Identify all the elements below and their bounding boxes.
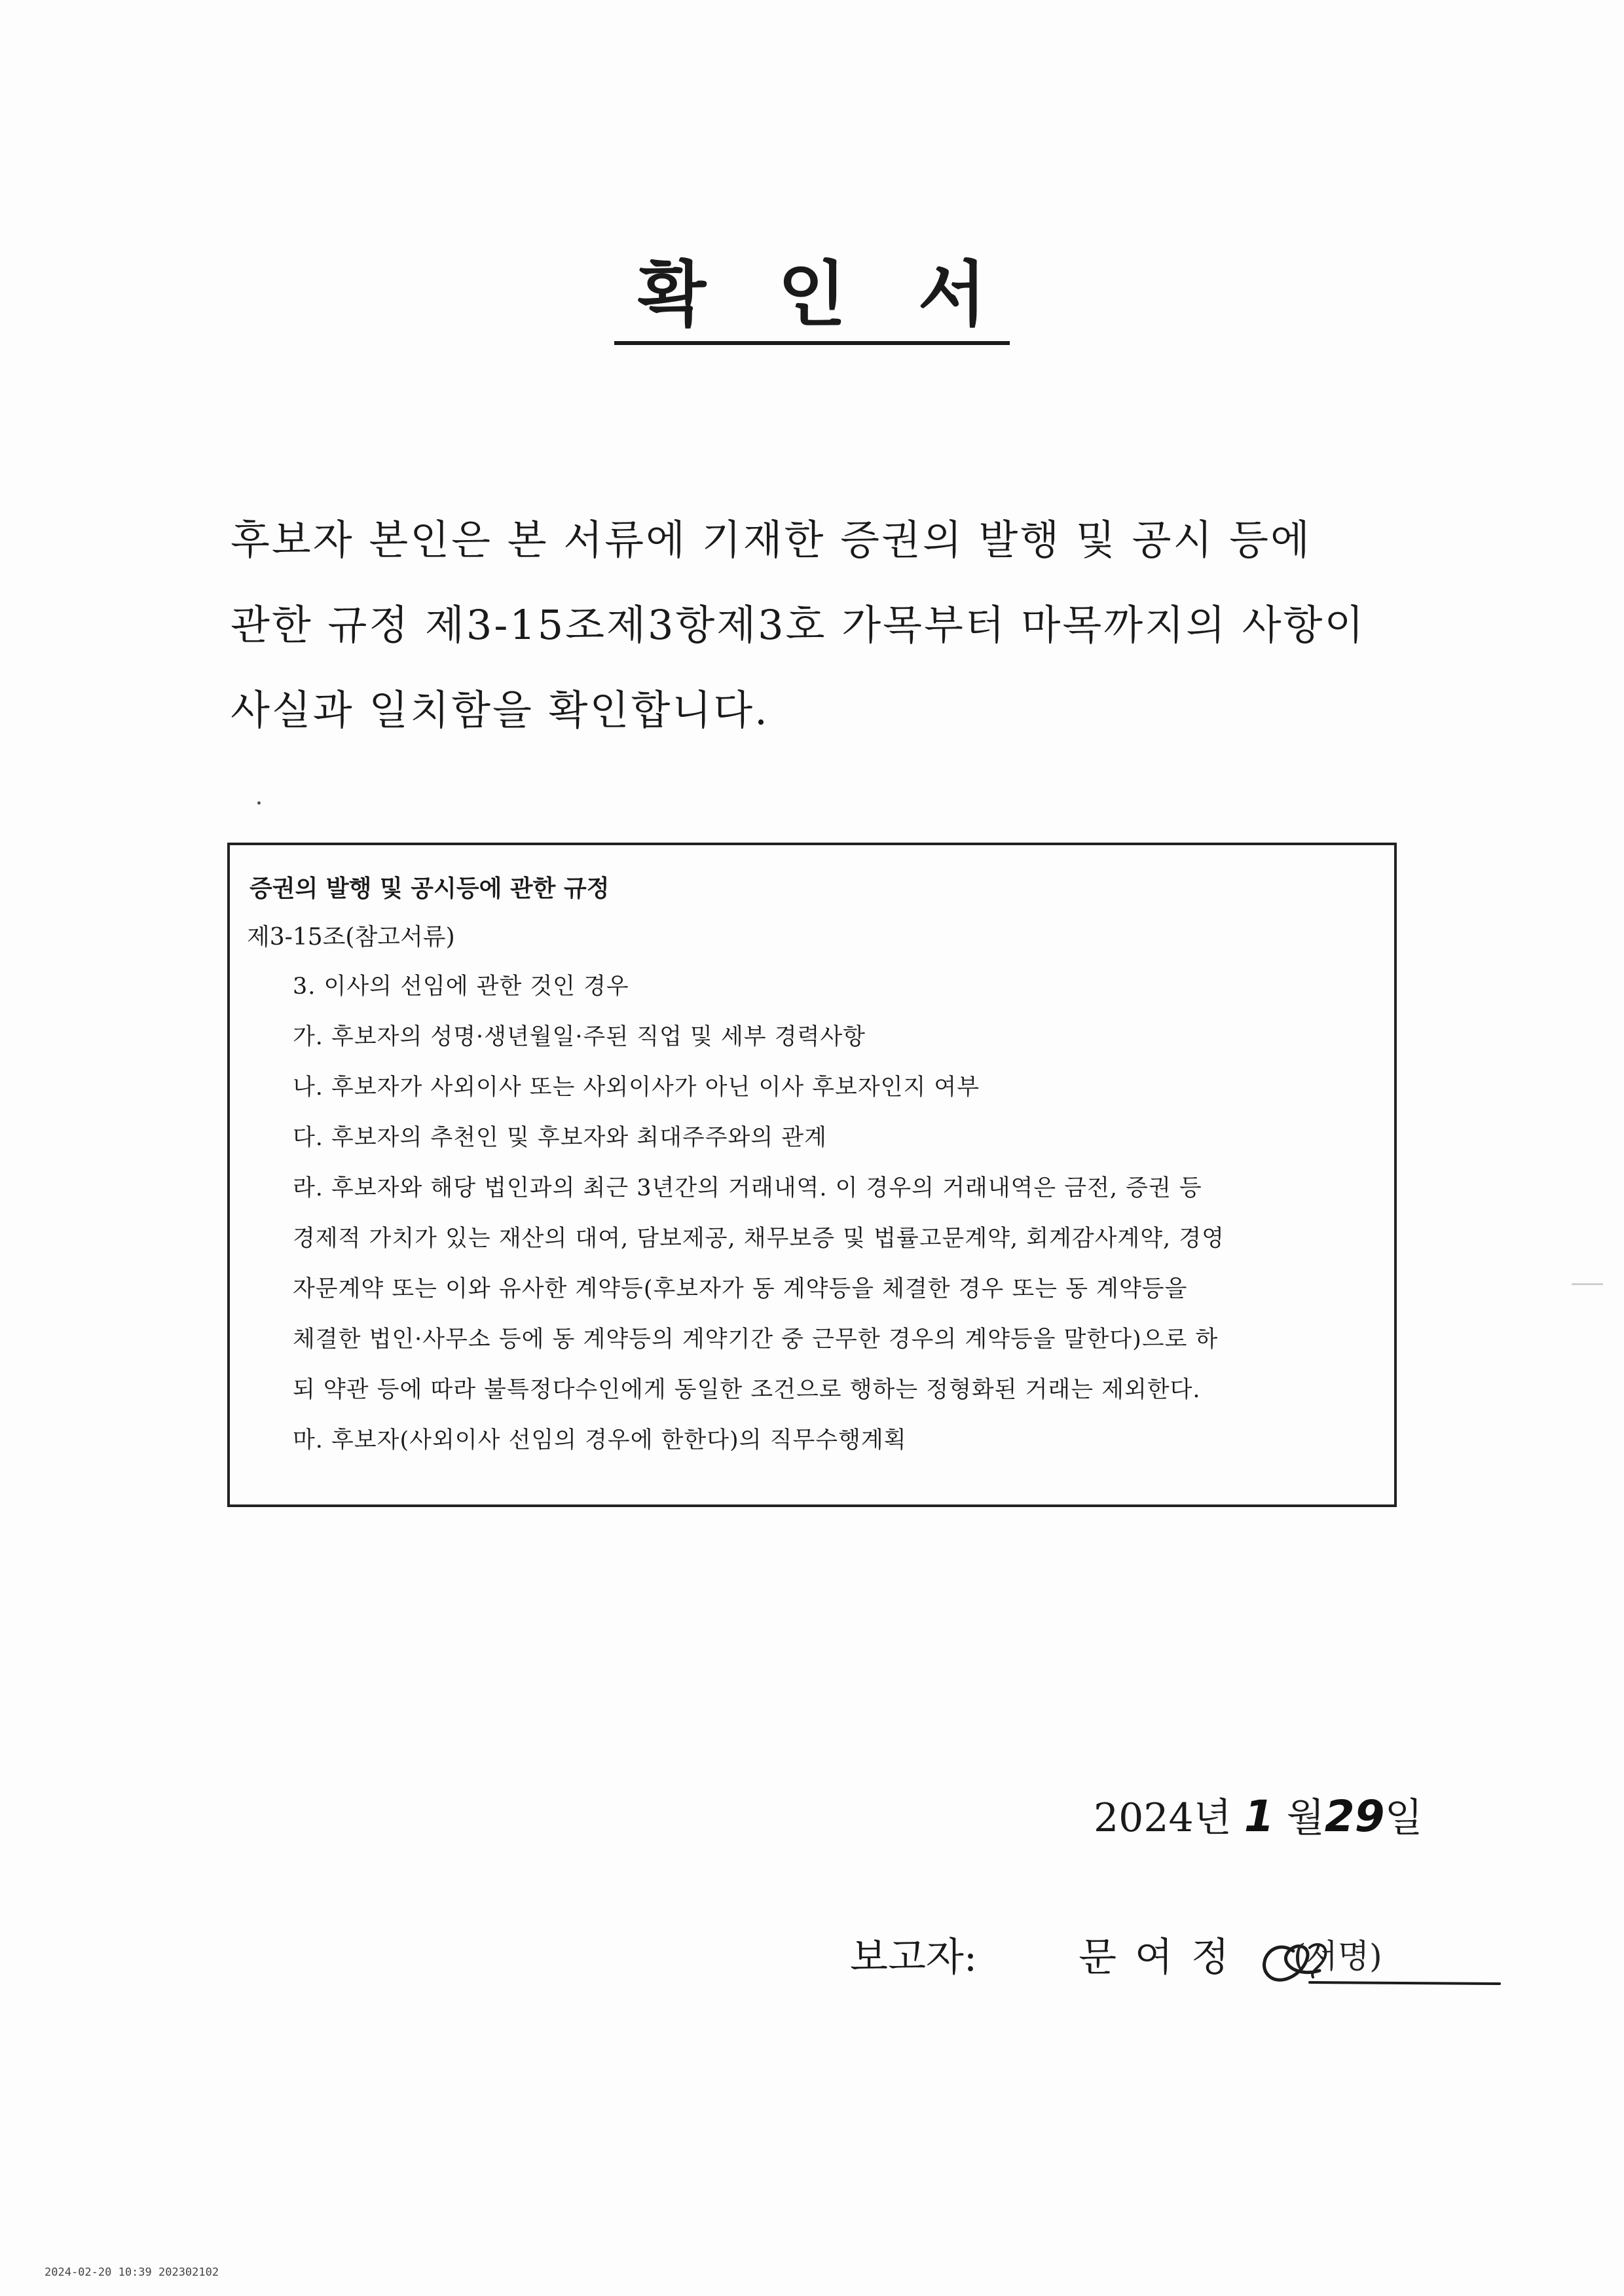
reporter-name: 문여정	[1079, 1935, 1247, 1980]
regulation-line: 되 약관 등에 따라 불특정다수인에게 동일한 조건으로 행하는 정형화된 거래는 제외한다.	[293, 1377, 1201, 1403]
regulation-items	[293, 962, 1367, 1466]
date-month-unit: 월	[1286, 1795, 1325, 1841]
document-title	[0, 252, 1624, 345]
regulation-line: 나. 후보자가 사외이사 또는 사외이사가 아닌 이사 후보자인지 여부	[293, 1074, 980, 1101]
reporter-label: 보고자:	[850, 1935, 978, 1980]
reporter-line	[850, 1928, 1247, 1987]
regulation-line: 자문계약 또는 이와 유사한 계약등(후보자가 동 계약등을 체결한 경우 또는 동 계약등을	[293, 1276, 1188, 1302]
regulation-line: 라. 후보자와 해당 법인과의 최근 3년간의 거래내역. 이 경우의 거래내역은 금전, 증권 등	[293, 1175, 1202, 1201]
footer-timestamp: 2024-02-20 10:39 202302102	[45, 2266, 219, 2279]
signature-caption: (서명)	[1293, 1937, 1382, 1975]
regulation-article: 제3-15조(참고서류)	[247, 924, 455, 951]
regulation-line: 마. 후보자(사외이사 선임의 경우에 한한다)의 직무수행계획	[293, 1427, 907, 1453]
scan-speck	[257, 801, 261, 805]
date-day-handwritten: 29	[1324, 1791, 1385, 1842]
declaration-line: 후보자 본인은 본 서류에 기재한 증권의 발행 및 공시 등에	[231, 516, 1312, 564]
regulation-line: 3. 이사의 선임에 관한 것인 경우	[293, 974, 629, 1000]
regulation-box	[227, 843, 1397, 1507]
scan-edge-mark	[1572, 1283, 1603, 1285]
regulation-line: 다. 후보자의 추천인 및 후보자와 최대주주와의 관계	[293, 1125, 827, 1151]
date-year-unit: 년	[1193, 1795, 1232, 1841]
regulation-line: 체결한 법인·사무소 등에 동 계약등의 계약기간 중 근무한 경우의 계약등을 말한다)으로 하	[293, 1326, 1219, 1353]
declaration-line: 사실과 일치함을 확인합니다.	[231, 686, 769, 734]
date-day-unit: 일	[1384, 1795, 1423, 1841]
declaration-paragraph	[231, 498, 1409, 753]
regulation-line: 가. 후보자의 성명·생년월일·주된 직업 및 세부 경력사항	[293, 1024, 866, 1050]
declaration-line: 관한 규정 제3-15조제3항제3호 가목부터 마목까지의 사항이	[231, 601, 1366, 649]
signature	[1247, 1925, 1503, 1997]
regulation-line: 경제적 가치가 있는 재산의 대여, 담보제공, 채무보증 및 법률고문계약, 회계감사계약, 경영	[293, 1226, 1225, 1252]
regulation-title: 증권의 발행 및 공시등에 관한 규정	[249, 875, 610, 902]
date-year: 2024	[1094, 1795, 1194, 1841]
date-month-handwritten: 1	[1244, 1791, 1274, 1842]
document-title-text: 확 인 서	[614, 252, 1010, 345]
signing-date	[1094, 1787, 1423, 1848]
